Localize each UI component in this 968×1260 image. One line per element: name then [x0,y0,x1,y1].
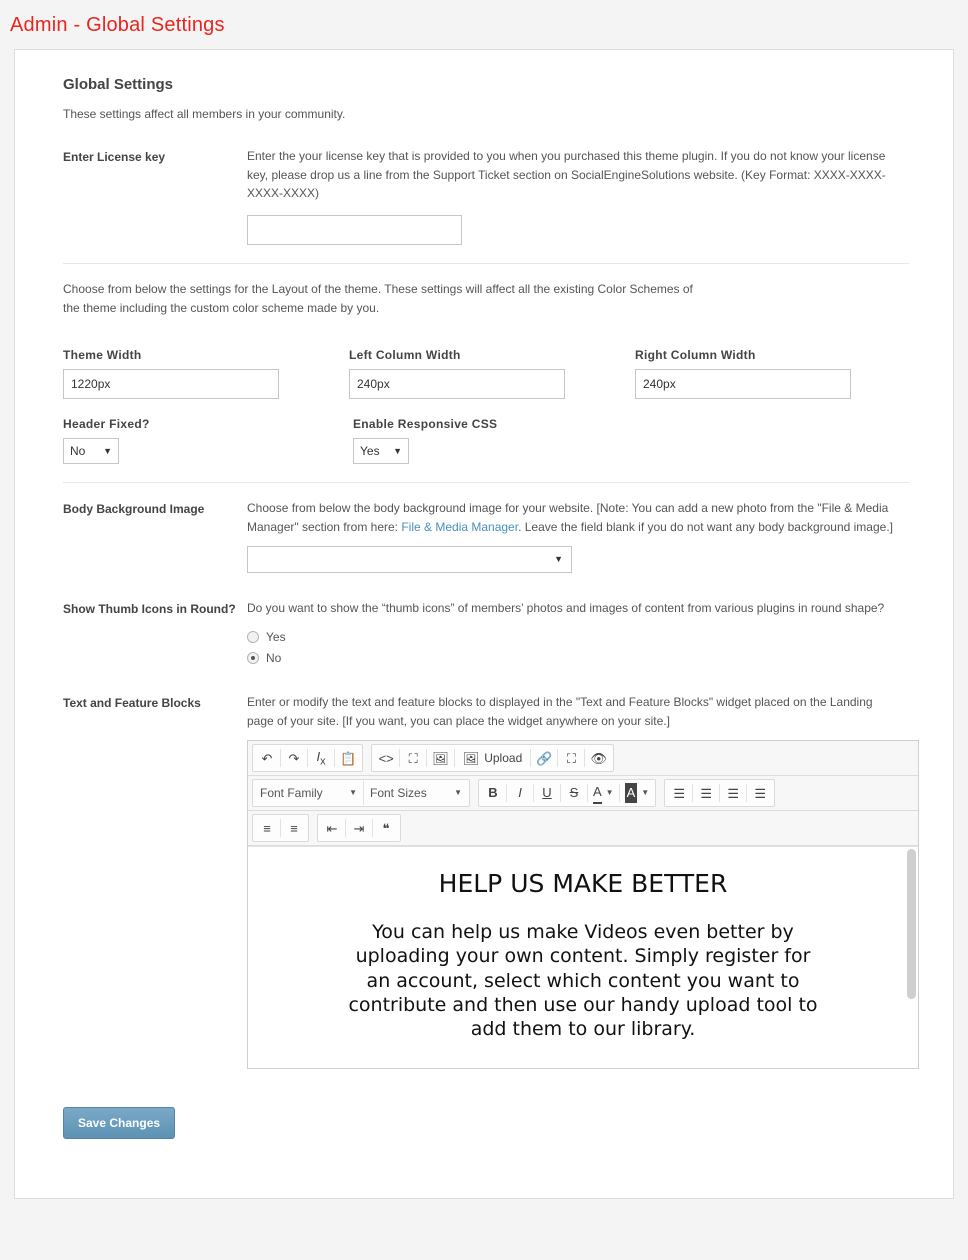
preview-icon[interactable]: 👁 [590,750,607,766]
editor-toolbar-row-3 [248,811,918,846]
header-fixed-select[interactable] [63,438,119,464]
right-column-width-label: Right Column Width [635,348,756,363]
settings-panel [14,49,954,1199]
clear-formatting-icon[interactable]: $I_x$ [316,748,326,768]
numbered-list-icon[interactable]: ≡ [290,820,298,836]
thumb-icons-option-no[interactable] [247,649,921,668]
alignment-group [664,779,775,807]
body-background-label: Body Background Image [63,502,205,517]
body-background-row [51,499,921,573]
editor-scrollbar[interactable] [907,849,916,999]
radio-yes-icon[interactable] [247,631,259,643]
responsive-css-select[interactable] [353,438,409,464]
italic-icon[interactable]: I [518,785,522,801]
bold-icon[interactable]: B [488,785,498,801]
bullet-list-icon[interactable]: ≡ [263,820,271,836]
font-sizes-select[interactable] [364,781,468,805]
responsive-css-field [353,417,643,464]
divider-1 [63,263,909,264]
panel-title: Global Settings [63,76,174,93]
editor-content-heading: HELP US MAKE BETTER [438,869,728,899]
body-background-body [247,499,921,573]
chevron-down-icon: ▼ [393,446,402,457]
right-column-width-field [635,348,921,399]
chevron-down-icon: ▼ [454,788,462,798]
strikethrough-icon[interactable]: S [569,785,579,801]
editor-toolbar-row-2 [248,776,918,811]
insert-video-icon[interactable]: ⛶ [408,750,418,766]
header-fixed-field [63,417,353,464]
text-color-icon[interactable]: A ▼ [588,781,619,805]
paste-icon[interactable]: 📋 [340,750,357,766]
align-justify-icon[interactable]: ☰ [754,785,767,801]
toggle-settings-row [63,417,921,464]
radio-no-label: No [266,650,282,665]
insert-link-icon[interactable]: 🔗 [536,750,553,766]
align-right-icon[interactable]: ☰ [727,785,740,801]
divider-2 [63,482,909,483]
text-style-group [478,779,656,807]
license-body [247,147,921,245]
theme-width-input[interactable] [63,369,279,399]
thumb-icons-option-yes[interactable] [247,628,921,647]
undo-icon[interactable]: ↶ [261,750,273,766]
chevron-down-icon: ▼ [103,446,112,457]
text-feature-blocks-row [51,693,921,1069]
panel-subtitle: These settings affect all members in your community. [63,107,346,121]
layout-note: Choose from below the settings for the Layout of the theme. These settings will affect all the existing Color Schemes of the theme including the custom color scheme made by you. [63,281,693,315]
list-group [252,814,309,842]
bg-desc-before: Choose from below the body background image for your website. [Note: You can add a new photo from the "File & Media Manager" section from here: [247,501,889,534]
body-background-description [247,499,897,536]
align-left-icon[interactable]: ☰ [673,785,686,801]
thumb-icons-description: Do you want to show the “thumb icons” of members’ photos and images of content from various plugins in round shape? [247,601,885,616]
editor-content-paragraph: You can help us make Videos even better by uploading your own content. Simply register for an account, select which content you want to contribute and then use our handy upload tool to add them to our library. [348,921,818,1041]
font-sizes-label: Font Sizes [370,786,427,801]
editor-toolbar-row-1 [248,741,918,776]
thumb-icons-label: Show Thumb Icons in Round? [63,602,236,617]
left-column-width-label: Left Column Width [349,348,461,363]
responsive-css-label: Enable Responsive CSS [353,417,498,432]
font-group [252,779,470,807]
radio-yes-label: Yes [266,629,286,644]
license-description: Enter the your license key that is provided to you when you purchased this theme plugin. If you do not know your license key, please drop us a line from the Support Ticket section on SocialEngineSolutions website. (Key Format: XXXX-XXXX-XXXX-XXXX) [247,149,886,201]
body-background-select[interactable] [247,546,572,573]
fullscreen-icon[interactable]: ⛶ [566,750,576,766]
underline-icon[interactable]: U [542,785,552,801]
chevron-down-icon: ▼ [349,788,357,798]
width-settings-row [63,348,921,399]
background-color-icon[interactable]: A ▼ [620,781,655,805]
page-title: Admin - Global Settings [10,14,225,36]
bg-desc-after: . Leave the field blank if you do not want any body background image.] [518,519,893,534]
text-feature-blocks-label: Text and Feature Blocks [63,696,201,711]
chevron-down-icon: ▼ [554,553,563,564]
license-key-input[interactable] [247,215,462,245]
thumb-icons-body [247,599,921,667]
editor-content-area[interactable] [248,846,918,1068]
indent-group [317,814,401,842]
license-row [51,147,921,245]
upload-label: Upload [484,751,523,766]
source-code-icon[interactable]: <> [378,750,394,766]
left-column-width-input[interactable] [349,369,565,399]
font-family-label: Font Family [260,786,323,801]
right-column-width-input[interactable] [635,369,851,399]
radio-no-icon[interactable] [247,652,259,664]
upload-button[interactable]: 🖼 Upload [462,750,523,766]
indent-icon[interactable]: ⇥ [353,820,365,836]
outdent-icon[interactable]: ⇤ [326,820,338,836]
blockquote-icon[interactable]: ❝ [382,820,390,836]
save-changes-button[interactable]: Save Changes [63,1107,175,1139]
redo-icon[interactable]: ↷ [288,750,300,766]
text-feature-blocks-description: Enter or modify the text and feature blocks to displayed in the "Text and Feature Blocks" widget placed on the Landing page of your site. [If you want, you can place the widget anywhere on your site.] [247,695,873,728]
thumb-icons-row [51,599,921,667]
theme-width-field [63,348,349,399]
left-column-width-field [349,348,635,399]
license-label: Enter License key [63,150,166,164]
text-feature-blocks-body [247,693,921,1069]
rich-text-editor[interactable] [247,740,919,1069]
theme-width-label: Theme Width [63,348,142,363]
insert-group [371,744,614,772]
insert-image-icon[interactable]: 🖼 [432,750,449,766]
file-media-manager-link[interactable]: File & Media Manager [401,519,519,534]
history-group [252,744,363,772]
header-fixed-label: Header Fixed? [63,417,150,432]
font-family-select[interactable] [254,781,364,805]
align-center-icon[interactable]: ☰ [700,785,713,801]
